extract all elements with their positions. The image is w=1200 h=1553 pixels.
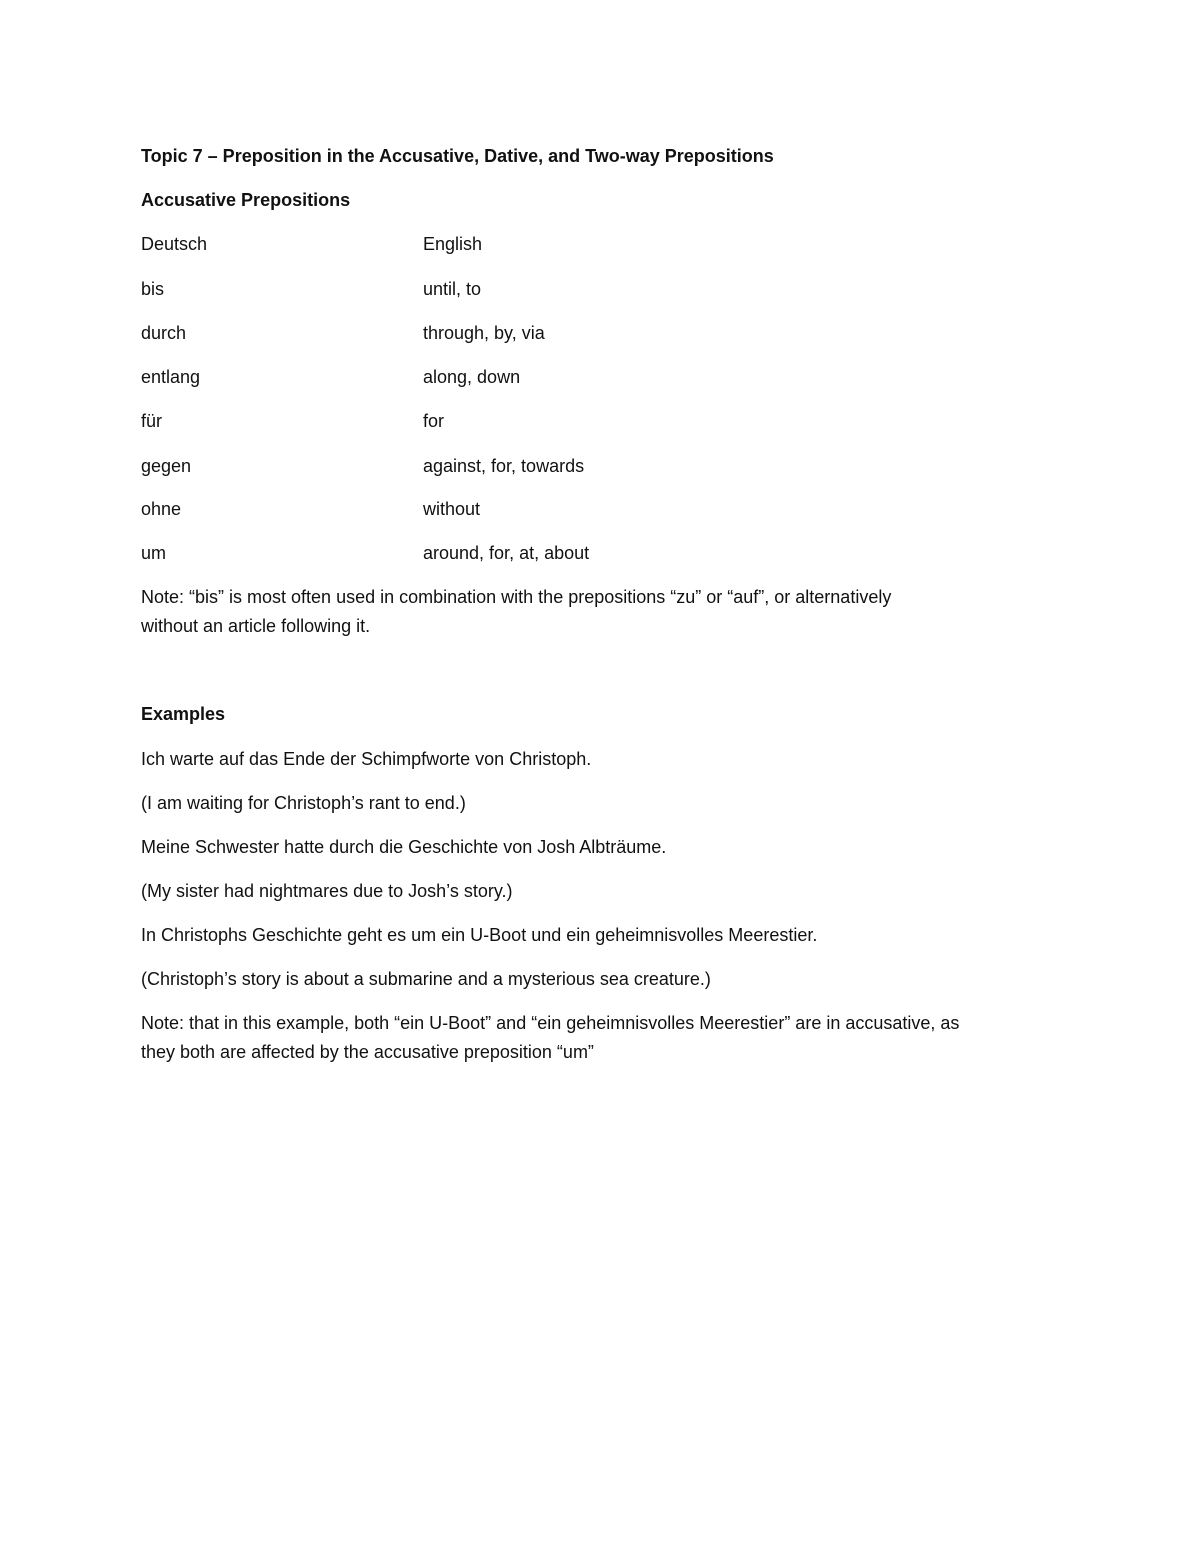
note-um-line-1: Note: that in this example, both “ein U-Boot” and “ein geheimnisvolles Meerestier” are in accusative, as <box>141 1013 960 1033</box>
table-cell-english: along, down <box>423 367 521 387</box>
table-cell-english: without <box>423 499 481 519</box>
example-sentence: In Christophs Geschichte geht es um ein U-Boot und ein geheimnisvolles Meerestier. <box>141 925 818 945</box>
table-row <box>141 319 841 347</box>
table-cell-english: against, for, towards <box>423 456 585 476</box>
note-bis-line-2: without an article following it. <box>141 616 371 636</box>
document-title: Topic 7 – Preposition in the Accusative, Dative, and Two-way Prepositions <box>141 146 774 166</box>
column-header-english: English <box>423 234 483 254</box>
table-header-row <box>141 230 841 258</box>
section-heading-examples: Examples <box>141 704 226 724</box>
table-cell-deutsch: bis <box>141 279 165 299</box>
example-translation: (I am waiting for Christoph’s rant to end.) <box>141 793 466 813</box>
note-bis-line-1: Note: “bis” is most often used in combination with the prepositions “zu” or “auf”, or alternatively <box>141 587 892 607</box>
example-sentence: Ich warte auf das Ende der Schimpfworte von Christoph. <box>141 749 592 769</box>
table-cell-deutsch: entlang <box>141 367 201 387</box>
example-sentence: Meine Schwester hatte durch die Geschichte von Josh Albträume. <box>141 837 667 857</box>
column-header-deutsch: Deutsch <box>141 234 208 254</box>
table-cell-deutsch: für <box>141 411 163 431</box>
table-cell-deutsch: um <box>141 543 167 563</box>
example-translation: (Christoph’s story is about a submarine and a mysterious sea creature.) <box>141 969 711 989</box>
table-cell-english: for <box>423 411 445 431</box>
table-row <box>141 407 841 435</box>
table-cell-deutsch: ohne <box>141 499 182 519</box>
section-heading-accusative: Accusative Prepositions <box>141 190 351 210</box>
table-row <box>141 452 841 480</box>
note-um-line-2: they both are affected by the accusative preposition “um” <box>141 1042 594 1062</box>
table-cell-english: around, for, at, about <box>423 543 590 563</box>
table-row <box>141 275 841 303</box>
table-cell-english: through, by, via <box>423 323 545 343</box>
table-cell-english: until, to <box>423 279 482 299</box>
table-row <box>141 495 841 523</box>
table-row <box>141 539 841 567</box>
table-row <box>141 363 841 391</box>
table-cell-deutsch: gegen <box>141 456 192 476</box>
table-cell-deutsch: durch <box>141 323 187 343</box>
example-translation: (My sister had nightmares due to Josh’s story.) <box>141 881 513 901</box>
